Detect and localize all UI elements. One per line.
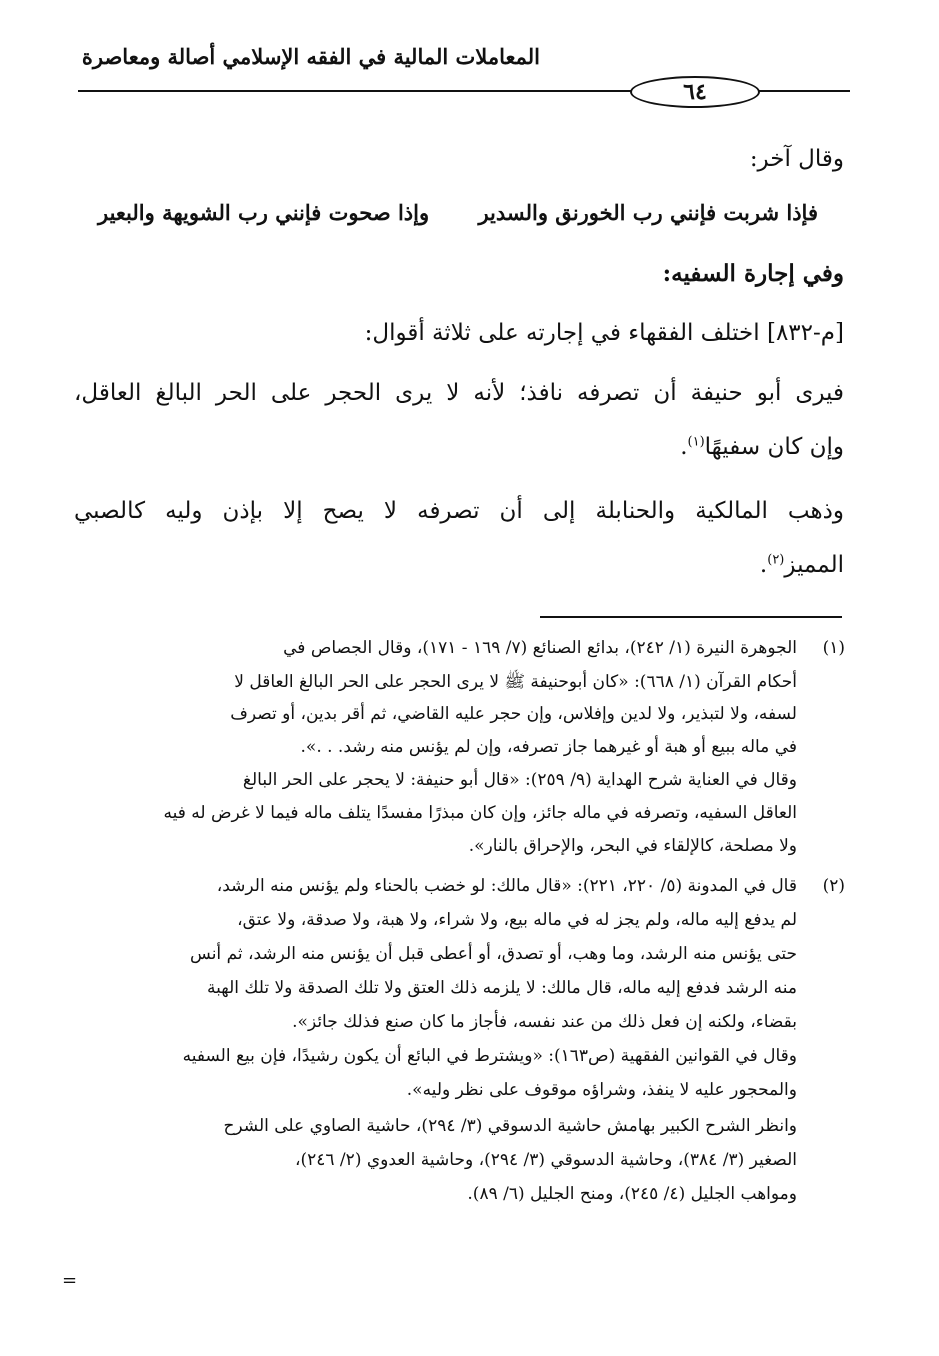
footnote-line: أحكام القرآن (١/ ٦٦٨): «كان أبوحنيفة ﷺ لا يرى الحجر على الحر البالغ العاقل لا bbox=[234, 672, 797, 692]
maliki-period: . bbox=[759, 552, 768, 578]
footnote-line: الجوهرة النيرة (١/ ٢٤٢)، بدائع الصنائع (٧/ ١٦٩ - ١٧١)، وقال الجصاص في bbox=[283, 638, 797, 658]
verse-second-hemistich: وإذا صحوت فإنني رب الشويهة والبعير bbox=[98, 200, 430, 225]
footnote-line: قال في المدونة (٥/ ٢٢٠، ٢٢١): «قال مالك: لو خضب بالحناء ولم يؤنس منه الرشد، bbox=[216, 876, 797, 896]
footnote-number-2: (٢) bbox=[822, 876, 845, 896]
paragraph-hanafi-line1: فيرى أبو حنيفة أن تصرفه نافذ؛ لأنه لا يرى الحجر على الحر البالغ العاقل، bbox=[74, 380, 844, 406]
paragraph-maliki-line2 bbox=[760, 552, 844, 578]
footnote-line: وقال في العناية شرح الهداية (٩/ ٢٥٩): «قال أبو حنيفة: لا يحجر على الحر البالغ bbox=[242, 770, 797, 790]
footnote-line: منه الرشد فدفع إليه ماله، قال مالك: لا يلزمه ذلك العتق ولا تلك الصدقة ولا تلك الهبة bbox=[207, 978, 797, 998]
paragraph-intro: [م-٨٣٢] اختلف الفقهاء في إجارته على ثلاثة أقوال: bbox=[364, 320, 844, 346]
footnote-line: ولا مصلحة، كالإلقاء في البحر، والإحراق بالنار». bbox=[468, 836, 797, 856]
paragraph-hanafi-line2 bbox=[680, 434, 844, 460]
footnote-line: وانظر الشرح الكبير بهامش حاشية الدسوقي (٣/ ٢٩٤)، حاشية الصاوي على الشرح bbox=[223, 1116, 797, 1136]
continuation-mark: = bbox=[62, 1270, 78, 1291]
maliki-text-end: المميز bbox=[784, 552, 844, 578]
footnote-line: وقال في القوانين الفقهية (ص١٦٣): «ويشترط في البائع أن يكون رشيدًا، فإن بيع السفيه bbox=[182, 1046, 797, 1066]
running-title: المعاملات المالية في الفقه الإسلامي أصالة ومعاصرة bbox=[81, 44, 540, 69]
footnote-line: حتى يؤنس منه الرشد، وما وهب، أو تصدق، أو أعطى قبل أن يؤنس منه الرشد، ثم أنس bbox=[190, 944, 797, 964]
hanafi-text-end: وإن كان سفيهًا bbox=[704, 434, 844, 460]
verse-first-hemistich: فإذا شربت فإنني رب الخورنق والسدير bbox=[478, 200, 818, 225]
footnote-separator bbox=[540, 616, 842, 618]
footnote-number-1: (١) bbox=[822, 638, 845, 658]
footnote-ref-2: (٢) bbox=[767, 552, 785, 568]
footnote-line: في ماله ببيع أو هبة أو غيرهما جاز تصرفه، وإن لم يؤنس منه رشد. . .». bbox=[300, 737, 797, 757]
page-number: ٦٤ bbox=[630, 76, 760, 108]
footnote-line: بقضاء، ولكنه إن فعل ذلك من عند نفسه، فأجاز ما كان صنع فذلك جائز». bbox=[292, 1012, 797, 1032]
footnote-line: العاقل السفيه، وتصرفه في ماله جائز، وإن كان مبذرًا مفسدًا يتلف ماله فيما لا غرض له فيه bbox=[163, 803, 797, 823]
hanafi-period: . bbox=[680, 434, 688, 460]
intro-line: وقال آخر: bbox=[749, 146, 844, 172]
footnote-line: الصغير (٣/ ٣٨٤)، وحاشية الدسوقي (٣/ ٢٩٤)، وحاشية العدوي (٢/ ٢٤٦)، bbox=[295, 1150, 797, 1170]
footnote-line: لم يدفع إليه ماله، ولم يجز له في ماله بيع، ولا شراء، ولا هبة، ولا صدقة، ولا عتق، bbox=[237, 910, 797, 930]
footnote-ref-1: (١) bbox=[687, 434, 705, 450]
section-heading: وفي إجارة السفيه: bbox=[662, 260, 844, 287]
paragraph-maliki-line1: وذهب المالكية والحنابلة إلى أن تصرفه لا يصح إلا بإذن وليه كالصبي bbox=[74, 498, 844, 524]
footnote-line: ومواهب الجليل (٤/ ٢٤٥)، ومنح الجليل (٦/ ٨٩). bbox=[467, 1184, 797, 1204]
footnote-line: والمحجور عليه لا ينفذ، وشراؤه موقوف على نظر وليه». bbox=[406, 1080, 797, 1100]
footnote-line: لسفه، ولا لتبذير، ولا لدين وإفلاس، وإن حجر عليه القاضي، ثم أقر بدين، أو تصرف bbox=[230, 704, 797, 724]
